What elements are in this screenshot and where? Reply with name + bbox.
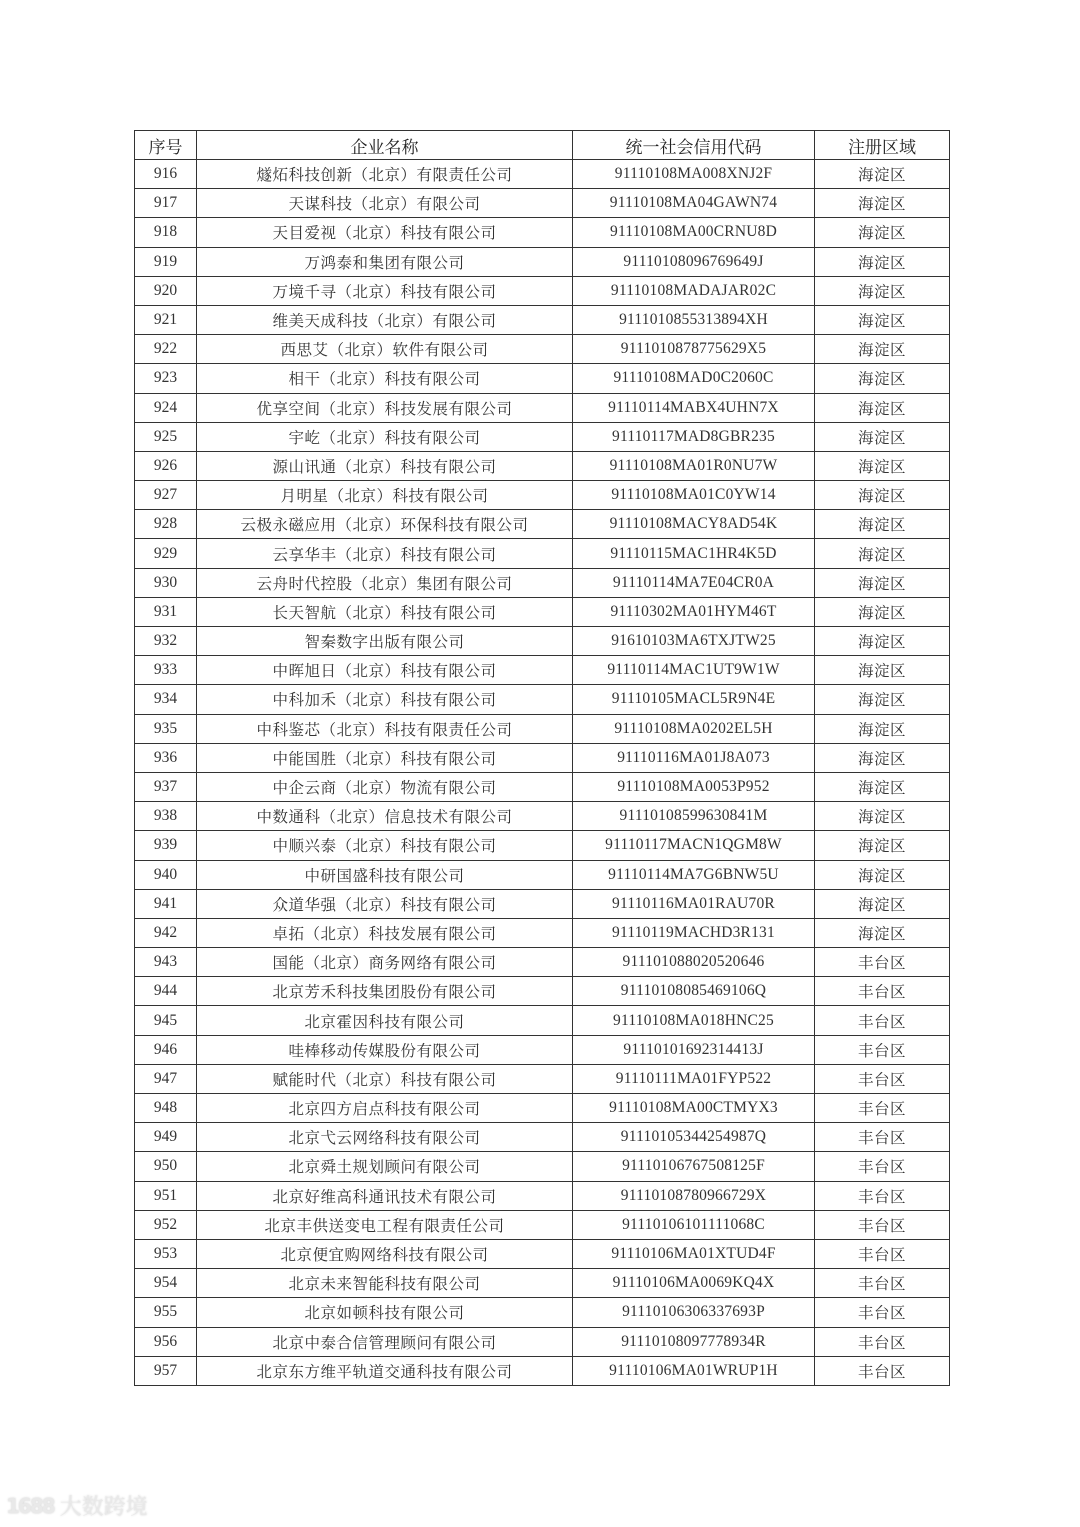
region-cell: 丰台区 bbox=[815, 1006, 950, 1035]
credit-code-cell: 91110101692314413J bbox=[573, 1035, 815, 1064]
company-name-cell: 中数通科（北京）信息技术有限公司 bbox=[197, 802, 573, 831]
region-cell: 海淀区 bbox=[815, 539, 950, 568]
credit-code-cell: 91110108MA01R0NU7W bbox=[573, 451, 815, 480]
region-cell: 海淀区 bbox=[815, 714, 950, 743]
serial-number-cell: 948 bbox=[135, 1094, 197, 1123]
table-row bbox=[135, 831, 950, 860]
region-cell: 海淀区 bbox=[815, 860, 950, 889]
company-name-cell: 天目爱视（北京）科技有限公司 bbox=[197, 218, 573, 247]
serial-number-cell: 942 bbox=[135, 918, 197, 947]
serial-number-cell: 920 bbox=[135, 276, 197, 305]
company-name-cell: 优享空间（北京）科技发展有限公司 bbox=[197, 393, 573, 422]
company-name-cell: 赋能时代（北京）科技有限公司 bbox=[197, 1064, 573, 1093]
company-name-cell: 北京未来智能科技有限公司 bbox=[197, 1269, 573, 1298]
serial-number-cell: 950 bbox=[135, 1152, 197, 1181]
table-row bbox=[135, 772, 950, 801]
company-name-cell: 中科鉴芯（北京）科技有限责任公司 bbox=[197, 714, 573, 743]
credit-code-cell: 91110114MA7G6BNW5U bbox=[573, 860, 815, 889]
table-row bbox=[135, 802, 950, 831]
region-cell: 丰台区 bbox=[815, 1239, 950, 1268]
serial-number-cell: 929 bbox=[135, 539, 197, 568]
serial-number-cell: 927 bbox=[135, 481, 197, 510]
credit-code-cell: 91110106MA01WRUP1H bbox=[573, 1356, 815, 1385]
table-row bbox=[135, 393, 950, 422]
table-row bbox=[135, 539, 950, 568]
region-cell: 丰台区 bbox=[815, 1064, 950, 1093]
company-name-cell: 云享华丰（北京）科技有限公司 bbox=[197, 539, 573, 568]
company-name-cell: 中科加禾（北京）科技有限公司 bbox=[197, 685, 573, 714]
serial-number-cell: 939 bbox=[135, 831, 197, 860]
company-name-cell: 西思艾（北京）软件有限公司 bbox=[197, 335, 573, 364]
table-row bbox=[135, 305, 950, 334]
serial-number-cell: 935 bbox=[135, 714, 197, 743]
watermark-logo-icon: 1688 bbox=[6, 1493, 54, 1518]
region-cell: 海淀区 bbox=[815, 597, 950, 626]
company-name-cell: 中顺兴泰（北京）科技有限公司 bbox=[197, 831, 573, 860]
serial-number-cell: 917 bbox=[135, 189, 197, 218]
credit-code-cell: 91110106767508125F bbox=[573, 1152, 815, 1181]
credit-code-cell: 91110119MACHD3R131 bbox=[573, 918, 815, 947]
serial-number-cell: 916 bbox=[135, 160, 197, 189]
serial-number-cell: 954 bbox=[135, 1269, 197, 1298]
credit-code-cell: 91110108MA0202EL5H bbox=[573, 714, 815, 743]
region-cell: 丰台区 bbox=[815, 948, 950, 977]
credit-code-cell: 91110108MA01C0YW14 bbox=[573, 481, 815, 510]
table-row bbox=[135, 948, 950, 977]
table-row bbox=[135, 247, 950, 276]
serial-number-cell: 957 bbox=[135, 1356, 197, 1385]
table-row bbox=[135, 189, 950, 218]
credit-code-cell: 91110108MA0053P952 bbox=[573, 772, 815, 801]
region-cell: 丰台区 bbox=[815, 1035, 950, 1064]
table-row bbox=[135, 1298, 950, 1327]
header-region: 注册区域 bbox=[815, 131, 950, 160]
credit-code-cell: 91110108MA04GAWN74 bbox=[573, 189, 815, 218]
region-cell: 海淀区 bbox=[815, 481, 950, 510]
company-name-cell: 长天智航（北京）科技有限公司 bbox=[197, 597, 573, 626]
table-row bbox=[135, 1035, 950, 1064]
credit-code-cell: 91110117MACN1QGM8W bbox=[573, 831, 815, 860]
company-name-cell: 天谋科技（北京）有限公司 bbox=[197, 189, 573, 218]
credit-code-cell: 91110106MA0069KQ4X bbox=[573, 1269, 815, 1298]
serial-number-cell: 946 bbox=[135, 1035, 197, 1064]
credit-code-cell: 91110108MA00CRNU8D bbox=[573, 218, 815, 247]
credit-code-cell: 91110108MACY8AD54K bbox=[573, 510, 815, 539]
serial-number-cell: 934 bbox=[135, 685, 197, 714]
table-row bbox=[135, 1327, 950, 1356]
company-name-cell: 北京东方维平轨道交通科技有限公司 bbox=[197, 1356, 573, 1385]
credit-code-cell: 9111010855313894XH bbox=[573, 305, 815, 334]
table-row bbox=[135, 685, 950, 714]
serial-number-cell: 932 bbox=[135, 627, 197, 656]
serial-number-cell: 949 bbox=[135, 1123, 197, 1152]
table-row bbox=[135, 656, 950, 685]
serial-number-cell: 928 bbox=[135, 510, 197, 539]
region-cell: 丰台区 bbox=[815, 1327, 950, 1356]
region-cell: 海淀区 bbox=[815, 393, 950, 422]
table-header-row bbox=[135, 131, 950, 160]
region-cell: 海淀区 bbox=[815, 627, 950, 656]
serial-number-cell: 930 bbox=[135, 568, 197, 597]
table-row bbox=[135, 1210, 950, 1239]
region-cell: 海淀区 bbox=[815, 510, 950, 539]
credit-code-cell: 91110108780966729X bbox=[573, 1181, 815, 1210]
company-name-cell: 宇屹（北京）科技有限公司 bbox=[197, 422, 573, 451]
company-name-cell: 中研国盛科技有限公司 bbox=[197, 860, 573, 889]
credit-code-cell: 91110105MACL5R9N4E bbox=[573, 685, 815, 714]
table-row bbox=[135, 918, 950, 947]
serial-number-cell: 951 bbox=[135, 1181, 197, 1210]
serial-number-cell: 937 bbox=[135, 772, 197, 801]
credit-code-cell: 91110108085469106Q bbox=[573, 977, 815, 1006]
region-cell: 海淀区 bbox=[815, 422, 950, 451]
credit-code-cell: 91110108599630841M bbox=[573, 802, 815, 831]
company-name-cell: 众道华强（北京）科技有限公司 bbox=[197, 889, 573, 918]
serial-number-cell: 924 bbox=[135, 393, 197, 422]
header-credit-code: 统一社会信用代码 bbox=[573, 131, 815, 160]
company-name-cell: 北京丰供送变电工程有限责任公司 bbox=[197, 1210, 573, 1239]
credit-code-cell: 91110108MADAJAR02C bbox=[573, 276, 815, 305]
region-cell: 海淀区 bbox=[815, 276, 950, 305]
company-name-cell: 北京中泰合信管理顾问有限公司 bbox=[197, 1327, 573, 1356]
region-cell: 海淀区 bbox=[815, 335, 950, 364]
credit-code-cell: 91110108096769649J bbox=[573, 247, 815, 276]
credit-code-cell: 91110117MAD8GBR235 bbox=[573, 422, 815, 451]
serial-number-cell: 947 bbox=[135, 1064, 197, 1093]
table-row bbox=[135, 743, 950, 772]
credit-code-cell: 911101088020520646 bbox=[573, 948, 815, 977]
company-name-cell: 哇棒移动传媒股份有限公司 bbox=[197, 1035, 573, 1064]
region-cell: 海淀区 bbox=[815, 802, 950, 831]
credit-code-cell: 91110108MA018HNC25 bbox=[573, 1006, 815, 1035]
serial-number-cell: 941 bbox=[135, 889, 197, 918]
serial-number-cell: 923 bbox=[135, 364, 197, 393]
credit-code-cell: 91110114MAC1UT9W1W bbox=[573, 656, 815, 685]
serial-number-cell: 940 bbox=[135, 860, 197, 889]
table-row bbox=[135, 977, 950, 1006]
region-cell: 丰台区 bbox=[815, 1269, 950, 1298]
table-row bbox=[135, 1356, 950, 1385]
credit-code-cell: 91110108MA00CTMYX3 bbox=[573, 1094, 815, 1123]
watermark-text: 大数跨境 bbox=[59, 1495, 148, 1520]
company-name-cell: 相干（北京）科技有限公司 bbox=[197, 364, 573, 393]
table-row bbox=[135, 364, 950, 393]
serial-number-cell: 944 bbox=[135, 977, 197, 1006]
region-cell: 海淀区 bbox=[815, 918, 950, 947]
company-name-cell: 月明星（北京）科技有限公司 bbox=[197, 481, 573, 510]
region-cell: 丰台区 bbox=[815, 1094, 950, 1123]
region-cell: 海淀区 bbox=[815, 247, 950, 276]
credit-code-cell: 91110116MA01J8A073 bbox=[573, 743, 815, 772]
company-name-cell: 万鸿泰和集团有限公司 bbox=[197, 247, 573, 276]
region-cell: 丰台区 bbox=[815, 1356, 950, 1385]
serial-number-cell: 918 bbox=[135, 218, 197, 247]
table-row bbox=[135, 889, 950, 918]
company-name-cell: 北京芳禾科技集团股份有限公司 bbox=[197, 977, 573, 1006]
table-row bbox=[135, 218, 950, 247]
table-row bbox=[135, 1152, 950, 1181]
company-name-cell: 国能（北京）商务网络有限公司 bbox=[197, 948, 573, 977]
table-row bbox=[135, 1094, 950, 1123]
region-cell: 海淀区 bbox=[815, 772, 950, 801]
serial-number-cell: 953 bbox=[135, 1239, 197, 1268]
serial-number-cell: 922 bbox=[135, 335, 197, 364]
region-cell: 海淀区 bbox=[815, 656, 950, 685]
region-cell: 丰台区 bbox=[815, 1181, 950, 1210]
table-row bbox=[135, 481, 950, 510]
credit-code-cell: 91110116MA01RAU70R bbox=[573, 889, 815, 918]
table-row bbox=[135, 568, 950, 597]
credit-code-cell: 9111010878775629X5 bbox=[573, 335, 815, 364]
company-name-cell: 中能国胜（北京）科技有限公司 bbox=[197, 743, 573, 772]
company-name-cell: 智秦数字出版有限公司 bbox=[197, 627, 573, 656]
company-name-cell: 源山讯通（北京）科技有限公司 bbox=[197, 451, 573, 480]
region-cell: 海淀区 bbox=[815, 831, 950, 860]
table-row bbox=[135, 1064, 950, 1093]
serial-number-cell: 952 bbox=[135, 1210, 197, 1239]
credit-code-cell: 91110108MA008XNJ2F bbox=[573, 160, 815, 189]
company-name-cell: 卓拓（北京）科技发展有限公司 bbox=[197, 918, 573, 947]
region-cell: 海淀区 bbox=[815, 685, 950, 714]
serial-number-cell: 943 bbox=[135, 948, 197, 977]
region-cell: 丰台区 bbox=[815, 1210, 950, 1239]
region-cell: 海淀区 bbox=[815, 160, 950, 189]
credit-code-cell: 91110114MABX4UHN7X bbox=[573, 393, 815, 422]
region-cell: 海淀区 bbox=[815, 218, 950, 247]
credit-code-cell: 91110108097778934R bbox=[573, 1327, 815, 1356]
header-serial-number: 序号 bbox=[135, 131, 197, 160]
credit-code-cell: 91110114MA7E04CR0A bbox=[573, 568, 815, 597]
table-body bbox=[135, 160, 950, 1386]
region-cell: 海淀区 bbox=[815, 743, 950, 772]
company-name-cell: 中企云商（北京）物流有限公司 bbox=[197, 772, 573, 801]
watermark bbox=[6, 1490, 148, 1521]
table-row bbox=[135, 597, 950, 626]
credit-code-cell: 91610103MA6TXJTW25 bbox=[573, 627, 815, 656]
region-cell: 丰台区 bbox=[815, 1123, 950, 1152]
region-cell: 海淀区 bbox=[815, 305, 950, 334]
credit-code-cell: 91110105344254987Q bbox=[573, 1123, 815, 1152]
table-row bbox=[135, 422, 950, 451]
serial-number-cell: 926 bbox=[135, 451, 197, 480]
credit-code-cell: 91110106101111068C bbox=[573, 1210, 815, 1239]
table-row bbox=[135, 714, 950, 743]
company-name-cell: 北京四方启点科技有限公司 bbox=[197, 1094, 573, 1123]
region-cell: 海淀区 bbox=[815, 189, 950, 218]
serial-number-cell: 925 bbox=[135, 422, 197, 451]
serial-number-cell: 955 bbox=[135, 1298, 197, 1327]
table-row bbox=[135, 1123, 950, 1152]
company-name-cell: 北京好维高科通讯技术有限公司 bbox=[197, 1181, 573, 1210]
credit-code-cell: 91110115MAC1HR4K5D bbox=[573, 539, 815, 568]
table-row bbox=[135, 627, 950, 656]
company-name-cell: 燧炻科技创新（北京）有限责任公司 bbox=[197, 160, 573, 189]
table-row bbox=[135, 510, 950, 539]
credit-code-cell: 91110111MA01FYP522 bbox=[573, 1064, 815, 1093]
credit-code-cell: 91110302MA01HYM46T bbox=[573, 597, 815, 626]
serial-number-cell: 921 bbox=[135, 305, 197, 334]
table-row bbox=[135, 451, 950, 480]
credit-code-cell: 91110108MAD0C2060C bbox=[573, 364, 815, 393]
company-name-cell: 北京弋云网络科技有限公司 bbox=[197, 1123, 573, 1152]
region-cell: 海淀区 bbox=[815, 889, 950, 918]
company-name-cell: 北京霍因科技有限公司 bbox=[197, 1006, 573, 1035]
company-name-cell: 云极永磁应用（北京）环保科技有限公司 bbox=[197, 510, 573, 539]
serial-number-cell: 938 bbox=[135, 802, 197, 831]
region-cell: 海淀区 bbox=[815, 451, 950, 480]
serial-number-cell: 931 bbox=[135, 597, 197, 626]
region-cell: 丰台区 bbox=[815, 1152, 950, 1181]
serial-number-cell: 945 bbox=[135, 1006, 197, 1035]
company-name-cell: 维美天成科技（北京）有限公司 bbox=[197, 305, 573, 334]
serial-number-cell: 933 bbox=[135, 656, 197, 685]
table-row bbox=[135, 335, 950, 364]
region-cell: 丰台区 bbox=[815, 977, 950, 1006]
header-company-name: 企业名称 bbox=[197, 131, 573, 160]
company-name-cell: 北京如顿科技有限公司 bbox=[197, 1298, 573, 1327]
table-row bbox=[135, 860, 950, 889]
region-cell: 丰台区 bbox=[815, 1298, 950, 1327]
serial-number-cell: 956 bbox=[135, 1327, 197, 1356]
table-row bbox=[135, 276, 950, 305]
serial-number-cell: 919 bbox=[135, 247, 197, 276]
region-cell: 海淀区 bbox=[815, 568, 950, 597]
table-row bbox=[135, 1006, 950, 1035]
company-name-cell: 云舟时代控股（北京）集团有限公司 bbox=[197, 568, 573, 597]
company-name-cell: 万境千寻（北京）科技有限公司 bbox=[197, 276, 573, 305]
enterprise-list-table bbox=[134, 130, 950, 1386]
table-row bbox=[135, 1181, 950, 1210]
table-row bbox=[135, 1269, 950, 1298]
credit-code-cell: 91110106MA01XTUD4F bbox=[573, 1239, 815, 1268]
company-name-cell: 中晖旭日（北京）科技有限公司 bbox=[197, 656, 573, 685]
region-cell: 海淀区 bbox=[815, 364, 950, 393]
credit-code-cell: 91110106306337693P bbox=[573, 1298, 815, 1327]
company-name-cell: 北京舜土规划顾问有限公司 bbox=[197, 1152, 573, 1181]
serial-number-cell: 936 bbox=[135, 743, 197, 772]
table-row bbox=[135, 160, 950, 189]
company-name-cell: 北京便宜购网络科技有限公司 bbox=[197, 1239, 573, 1268]
table-row bbox=[135, 1239, 950, 1268]
